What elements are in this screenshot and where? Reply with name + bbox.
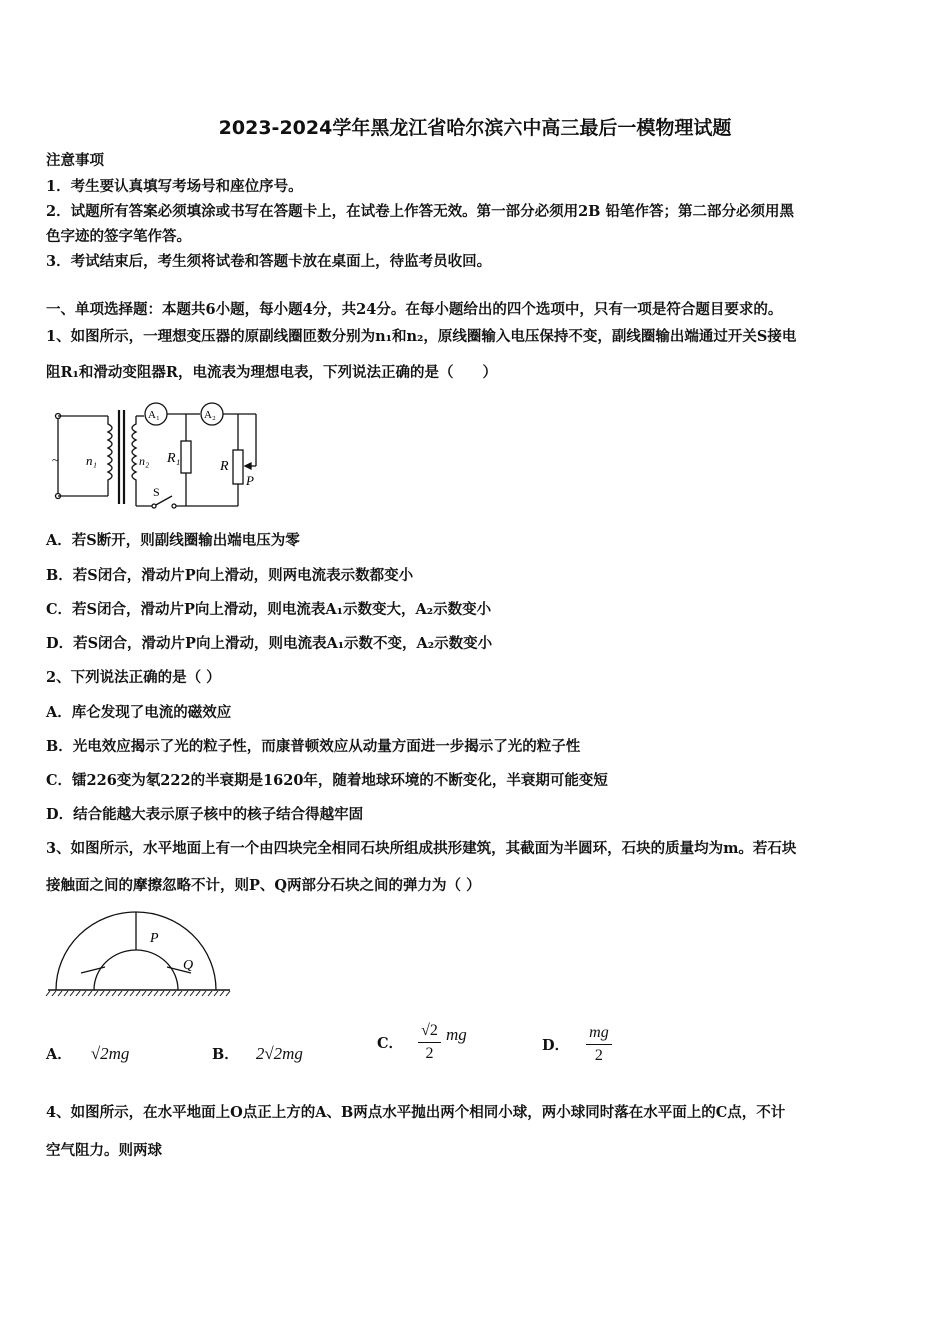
q3-option-a-label: A． — [46, 1046, 72, 1063]
n1-label: n₁ — [86, 453, 98, 468]
q3-option-a — [46, 1043, 129, 1064]
ac-source-label: ~ — [52, 452, 60, 467]
q3-option-b — [212, 1043, 303, 1064]
q3-option-c-label: C． — [377, 1035, 404, 1052]
q3-option-d-numerator: mg — [586, 1022, 612, 1045]
q2-option-c: C．镭226变为氡222的半衰期是1620年，随着地球环境的不断变化，半衰期可能变短 — [46, 772, 608, 789]
question-4-stem-cont: 空气阻力。则两球 — [46, 1142, 162, 1159]
section-heading: 一、单项选择题：本题共6小题，每小题4分，共24分。在每小题给出的四个选项中，只有一项是符合题目要求的。 — [46, 301, 783, 318]
stone-p-label: P — [150, 931, 159, 946]
notice-heading: 注意事项 — [46, 152, 104, 169]
stone-arch-figure — [44, 906, 234, 998]
q3-option-c — [377, 1020, 467, 1065]
ammeter-a1-label: A₁ — [148, 409, 160, 421]
q3-option-d — [542, 1022, 612, 1067]
q3-option-b-label: B． — [212, 1046, 239, 1063]
question-1-stem-cont: 阻R₁和滑动变阻器R，电流表为理想电表，下列说法正确的是（ ） — [46, 364, 497, 381]
q3-option-a-value: √2mg — [90, 1044, 130, 1063]
question-1-stem: 1、如图所示，一理想变压器的原副线圈匝数分别为n₁和n₂，原线圈输入电压保持不变，副线圈输出端通过开关S接电 — [46, 328, 797, 345]
q2-option-a: A．库仑发现了电流的磁效应 — [46, 704, 232, 721]
q3-option-c-denominator: 2 — [425, 1045, 434, 1062]
q1-option-b: B．若S闭合，滑动片P向上滑动，则两电流表示数都变小 — [46, 567, 414, 584]
question-4-stem: 4、如图所示，在水平地面上O点正上方的A、B两点水平抛出两个相同小球，两小球同时落在水平面上的C点，不计 — [46, 1104, 786, 1121]
q3-option-b-value: 2√2mg — [255, 1044, 303, 1063]
notice-item: 色字迹的签字笔作答。 — [46, 228, 191, 245]
question-3-stem: 3、如图所示，水平地面上有一个由四块完全相同石块所组成拱形建筑，其截面为半圆环，石块的质量均为m。若石块 — [46, 840, 797, 857]
notice-item: 3．考试结束后，考生须将试卷和答题卡放在桌面上，待监考员收回。 — [46, 253, 492, 270]
q2-option-b: B．光电效应揭示了光的粒子性，而康普顿效应从动量方面进一步揭示了光的粒子性 — [46, 738, 581, 755]
q3-option-c-numerator: √2 — [418, 1020, 441, 1043]
notice-item: 1．考生要认真填写考场号和座位序号。 — [46, 178, 303, 195]
r-label: R — [220, 459, 229, 474]
transformer-circuit-figure — [46, 398, 276, 510]
q3-option-c-tail: mg — [445, 1024, 467, 1044]
q3-option-d-denominator: 2 — [594, 1047, 603, 1064]
n2-label: n₂ — [139, 454, 150, 468]
question-2-stem: 2、下列说法正确的是（ ） — [46, 669, 221, 686]
q1-option-a: A．若S断开，则副线圈输出端电压为零 — [46, 532, 300, 549]
r1-label: R₁ — [167, 451, 181, 466]
q1-option-d: D．若S闭合，滑动片P向上滑动，则电流表A₁示数不变，A₂示数变小 — [46, 635, 493, 652]
exam-title: 2023-2024学年黑龙江省哈尔滨六中高三最后一模物理试题 — [218, 117, 732, 139]
ammeter-a2-label: A₂ — [204, 409, 216, 421]
notice-item: 2．试题所有答案必须填涂或书写在答题卡上，在试卷上作答无效。第一部分必须用2B 铅笔作答；第二部分必须用黑 — [46, 203, 794, 220]
slider-p-label: P — [246, 473, 254, 488]
q2-option-d: D．结合能越大表示原子核中的核子结合得越牢固 — [46, 806, 364, 823]
stone-q-label: Q — [183, 958, 194, 973]
switch-s-label: S — [153, 485, 160, 499]
q1-option-c: C．若S闭合，滑动片P向上滑动，则电流表A₁示数变大，A₂示数变小 — [46, 601, 492, 618]
question-3-stem-cont: 接触面之间的摩擦忽略不计，则P、Q两部分石块之间的弹力为（ ） — [46, 877, 481, 894]
q3-option-d-label: D． — [542, 1037, 570, 1054]
